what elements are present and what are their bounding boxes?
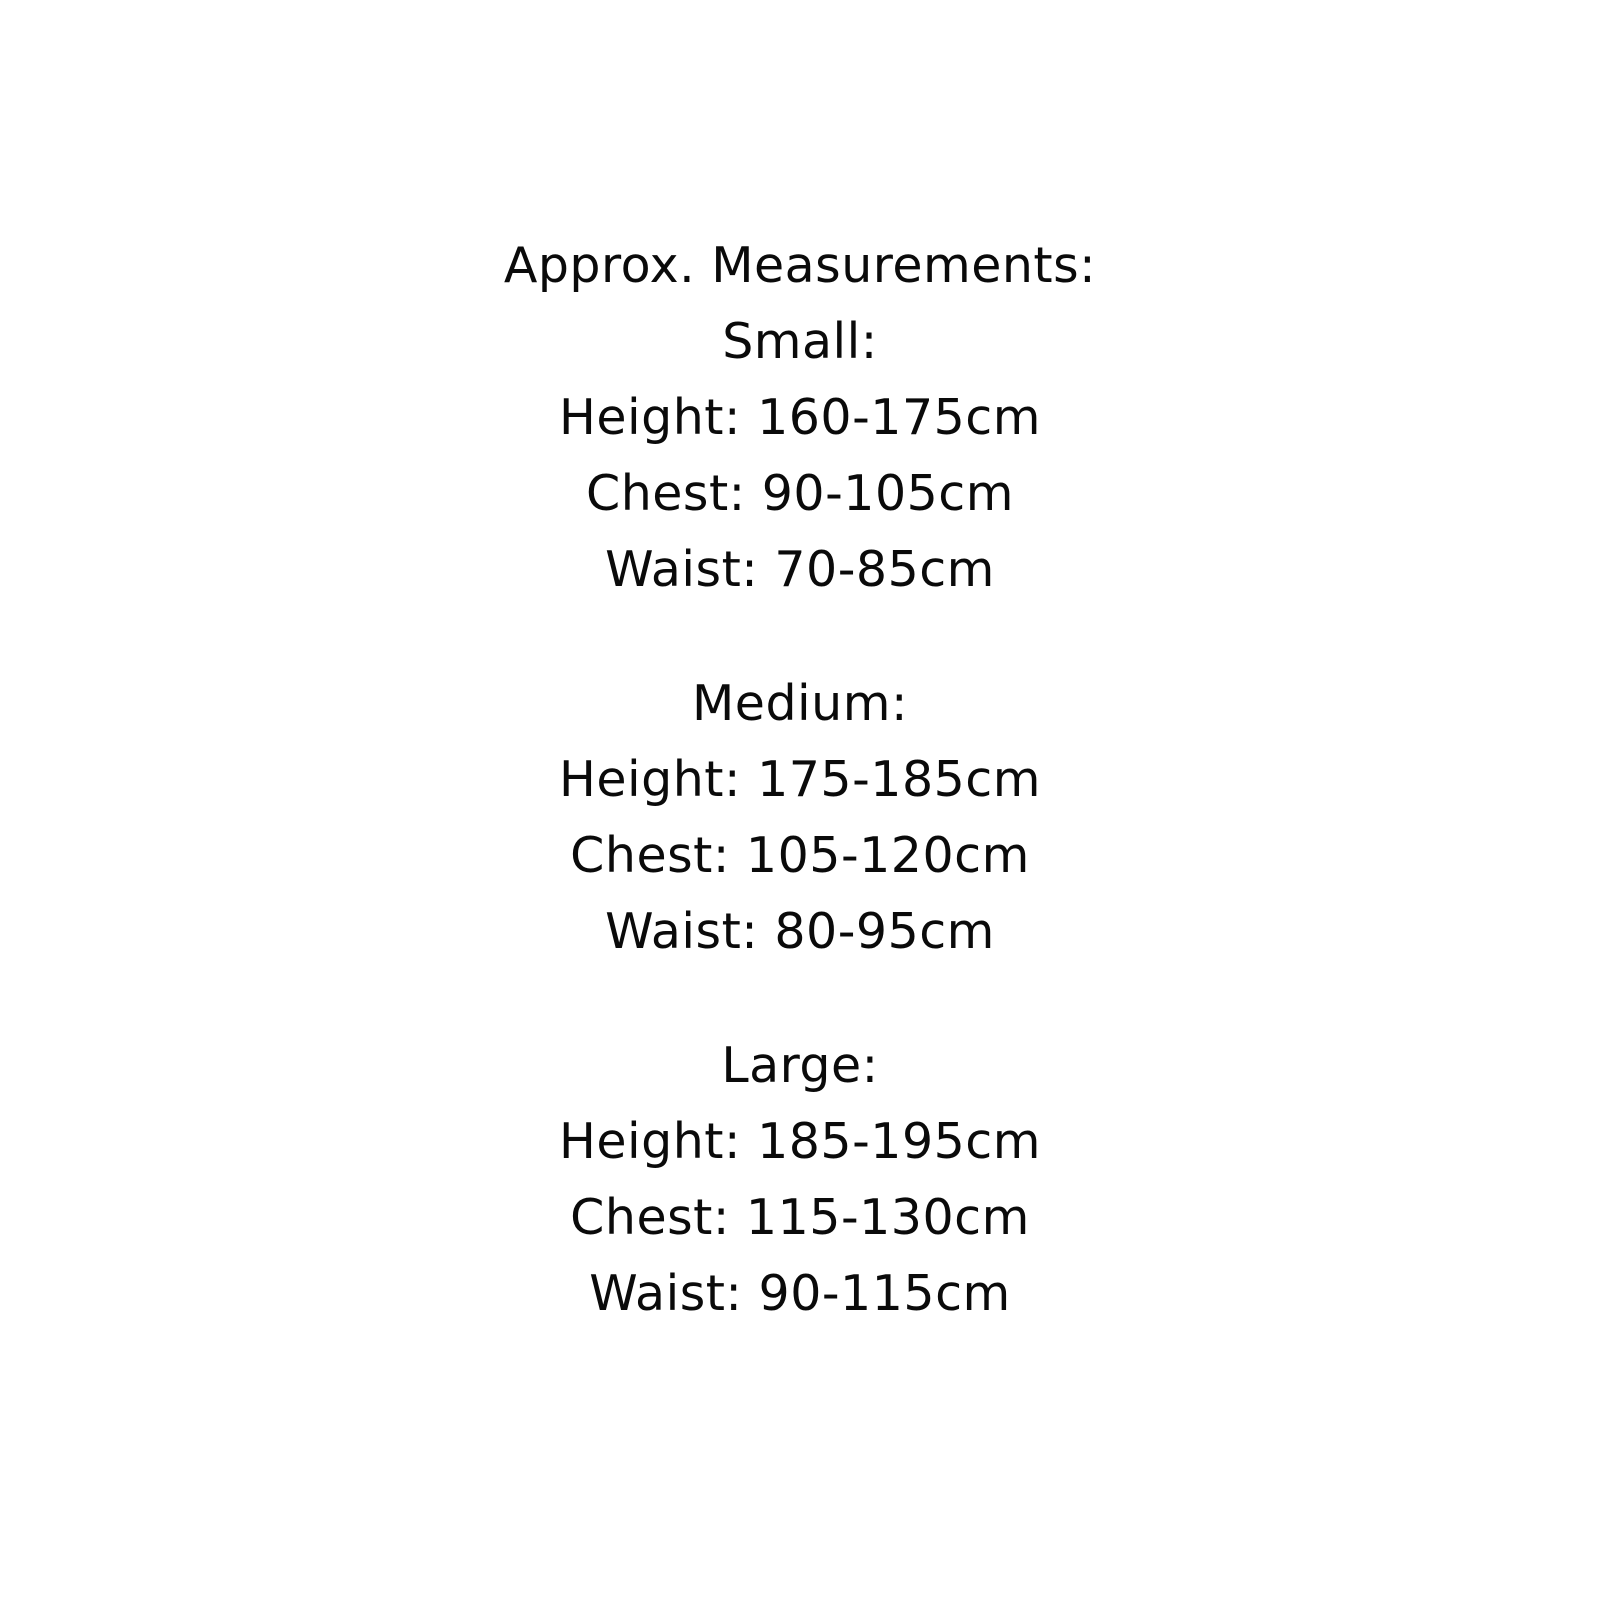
size-name: Medium:: [692, 675, 908, 732]
waist-measurement: Waist: 70-85cm: [605, 541, 995, 598]
measurements-content: [0, 228, 1600, 1332]
size-name: Small:: [722, 313, 878, 370]
height-measurement: Height: 185-195cm: [559, 1113, 1041, 1170]
page-title: Approx. Measurements:: [503, 237, 1097, 294]
size-group-medium: [0, 666, 1600, 970]
waist-measurement: Waist: 90-115cm: [589, 1265, 1011, 1322]
size-group-large: [0, 1028, 1600, 1332]
waist-measurement: Waist: 80-95cm: [605, 903, 995, 960]
chest-measurement: Chest: 115-130cm: [570, 1189, 1030, 1246]
size-group-small: [0, 304, 1600, 608]
size-name: Large:: [721, 1037, 879, 1094]
height-measurement: Height: 160-175cm: [559, 389, 1041, 446]
chest-measurement: Chest: 90-105cm: [586, 465, 1014, 522]
chest-measurement: Chest: 105-120cm: [570, 827, 1030, 884]
height-measurement: Height: 175-185cm: [559, 751, 1041, 808]
